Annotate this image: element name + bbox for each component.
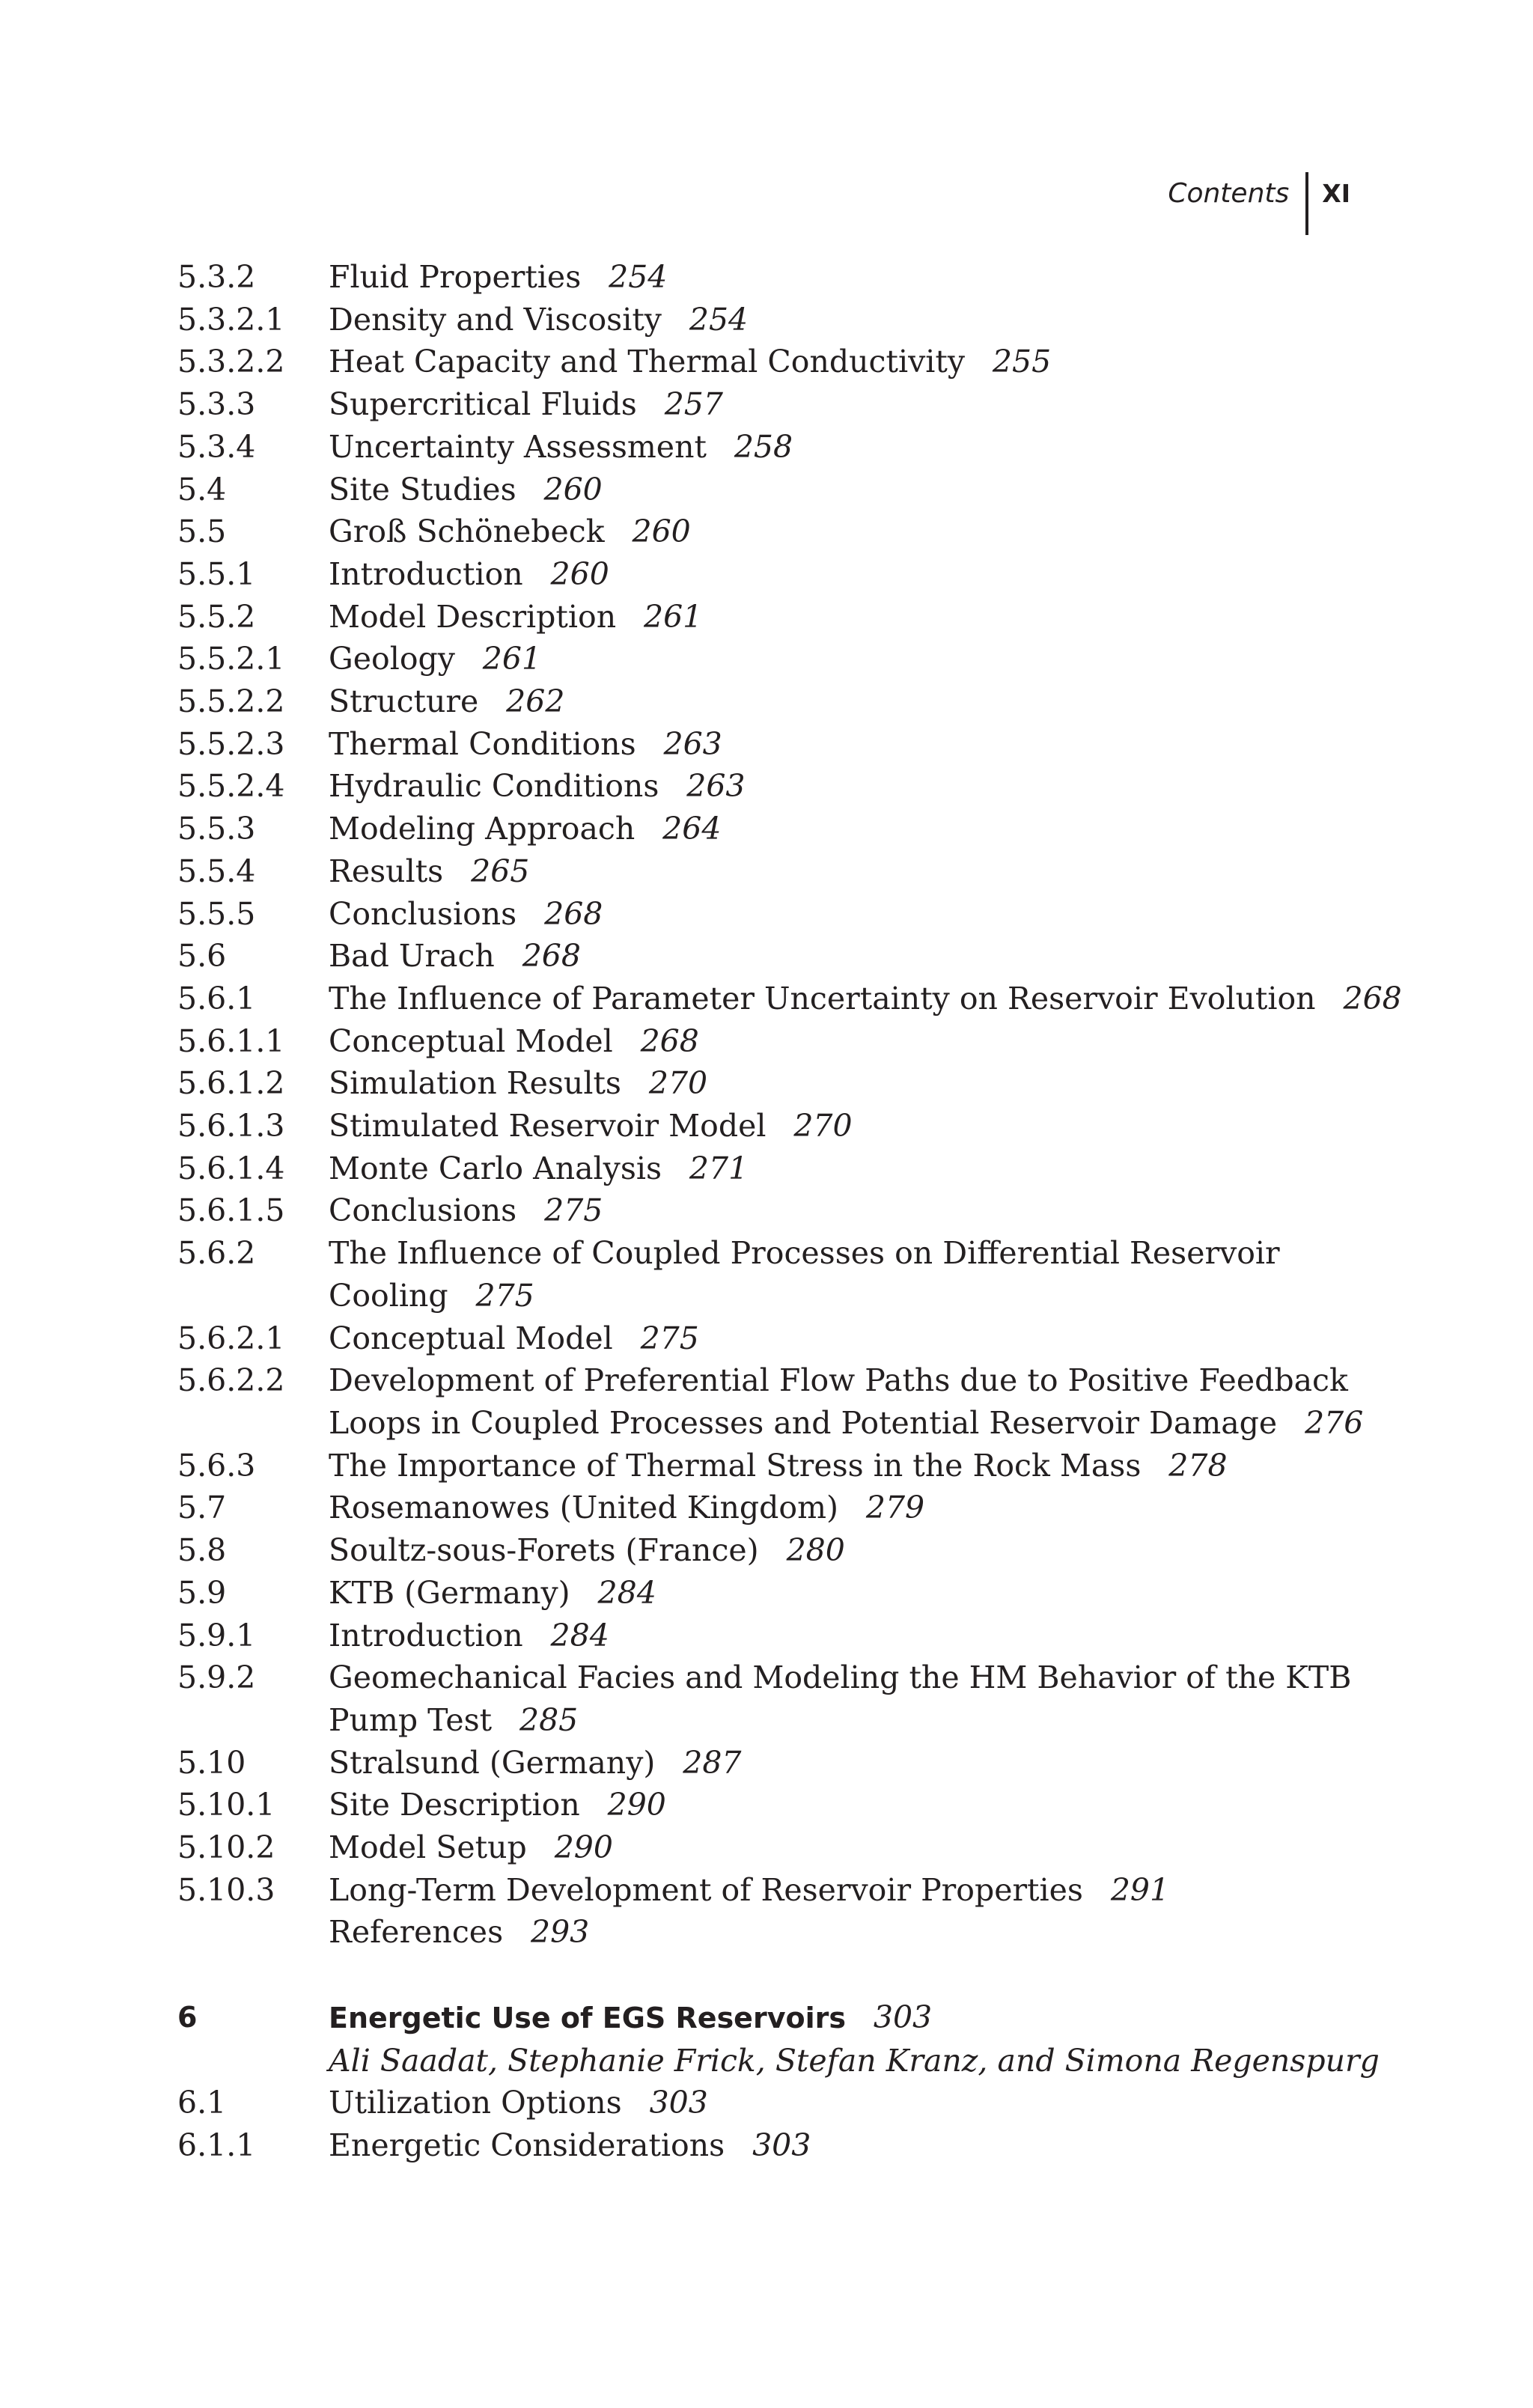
entry-number: 5.6.1.4 (177, 1150, 285, 1186)
entry-line (329, 2124, 1345, 2167)
toc-entry (177, 426, 1345, 469)
entry-title: References (329, 1914, 504, 1951)
entry-title: Pump Test (329, 1701, 493, 1738)
entry-number: 5.6.2.2 (177, 1362, 285, 1399)
entry-page-number: 263 (686, 768, 746, 805)
entry-number: 5.6 (177, 938, 227, 975)
entry-number: 5.3.4 (177, 428, 256, 465)
entry-number: 5.3.2 (177, 259, 256, 295)
entry-title: The Importance of Thermal Stress in the Rock Mass (329, 1447, 1142, 1484)
entry-body (329, 1317, 1345, 1360)
running-head-divider (1305, 172, 1308, 235)
entry-line (329, 1615, 1345, 1657)
entry-title: Long-Term Development of Reservoir Properties (329, 1871, 1083, 1908)
entry-title: Conceptual Model (329, 1022, 613, 1059)
entry-line (329, 1445, 1345, 1487)
entry-body (329, 1487, 1345, 1529)
entry-number: 5.5.2.4 (177, 768, 285, 805)
entry-title: The Influence of Parameter Uncertainty on Reservoir Evolution (329, 980, 1316, 1016)
entry-page-number: 255 (992, 344, 1052, 380)
entry-page-number: 260 (550, 555, 609, 592)
entry-title: Monte Carlo Analysis (329, 1150, 662, 1186)
entry-number: 5.9.1 (177, 1617, 256, 1653)
entry-page-number: 280 (786, 1532, 845, 1569)
entry-title: Density and Viscosity (329, 301, 662, 338)
entry-line (329, 426, 1345, 469)
entry-line (329, 1402, 1363, 1445)
toc-entry (177, 299, 1345, 341)
entry-title: Site Description (329, 1787, 580, 1823)
entry-line (329, 1869, 1345, 1912)
entry-page-number: 268 (640, 1022, 699, 1059)
entry-number: 5.6.1.1 (177, 1022, 285, 1059)
entry-title: Results (329, 853, 444, 889)
entry-number: 5.10.3 (177, 1871, 275, 1908)
entry-title: Conclusions (329, 1192, 517, 1229)
entry-number: 5.6.3 (177, 1447, 256, 1484)
entry-title: Heat Capacity and Thermal Conductivity (329, 344, 966, 380)
entry-page-number: 279 (865, 1490, 925, 1526)
toc-entry (177, 1317, 1345, 1360)
entry-number: 5.5 (177, 513, 227, 550)
entry-line (329, 1826, 1345, 1869)
entry-number: 5.5.4 (177, 853, 256, 889)
entry-title: Cooling (329, 1277, 448, 1314)
entry-page-number: 260 (543, 471, 603, 507)
entry-body (329, 469, 1345, 511)
entry-body (329, 808, 1345, 850)
entry-body (329, 723, 1345, 766)
toc-entry (177, 1911, 1345, 1954)
toc-entry (177, 510, 1345, 553)
entry-body (329, 1062, 1345, 1105)
entry-line (329, 1062, 1345, 1105)
entry-line (329, 850, 1345, 893)
entry-title: Simulation Results (329, 1065, 621, 1102)
entry-number: 5.3.2.2 (177, 344, 285, 380)
entry-number: 6.1 (177, 2085, 227, 2121)
entry-page-number: 290 (554, 1829, 613, 1866)
entry-page-number: 268 (522, 938, 581, 975)
entry-body (329, 1911, 1345, 1954)
entry-line (329, 1020, 1345, 1063)
entry-body (329, 1742, 1345, 1784)
entry-title: Loops in Coupled Processes and Potential Reservoir Damage (329, 1404, 1278, 1441)
entry-line (329, 1359, 1363, 1402)
entry-page-number: 263 (663, 725, 722, 762)
entry-body (329, 1996, 1380, 2082)
page-number: XI (1322, 178, 1350, 208)
entry-line (329, 765, 1345, 808)
entry-title: Stralsund (Germany) (329, 1744, 656, 1781)
entry-title: Modeling Approach (329, 811, 636, 847)
chapter-authors: Ali Saadat, Stephanie Frick, Stefan Kranz, and Simona Regenspurg (329, 2042, 1380, 2079)
entry-line (329, 1487, 1345, 1529)
toc-entry (177, 1105, 1345, 1147)
entry-page-number: 271 (689, 1150, 749, 1186)
entry-title: Development of Preferential Flow Paths due to Positive Feedback (329, 1362, 1348, 1399)
entry-number: 5.4 (177, 471, 227, 507)
entry-page-number: 303 (752, 2127, 811, 2163)
entry-body (329, 596, 1345, 638)
entry-title: Thermal Conditions (329, 725, 636, 762)
toc-entry (177, 1487, 1345, 1529)
entry-page-number: 260 (632, 513, 691, 550)
entry-body (329, 1147, 1345, 1190)
entry-page-number: 276 (1305, 1404, 1364, 1441)
entry-page-number: 284 (550, 1617, 609, 1653)
entry-page-number: 278 (1168, 1447, 1228, 1484)
entry-number: 5.5.1 (177, 555, 256, 592)
entry-line (329, 256, 1345, 299)
toc-entry (177, 469, 1345, 511)
entry-line (329, 1784, 1345, 1826)
entry-page-number: 261 (482, 641, 542, 677)
entry-line (329, 1189, 1345, 1232)
entry-line (329, 1105, 1345, 1147)
entry-title: Energetic Considerations (329, 2127, 725, 2163)
entry-title: Structure (329, 683, 479, 720)
toc-entry (177, 850, 1345, 893)
entry-body (329, 2124, 1345, 2167)
entry-number: 5.10.2 (177, 1829, 275, 1866)
toc-entry (177, 680, 1345, 723)
entry-number: 5.7 (177, 1490, 227, 1526)
entry-body (329, 510, 1345, 553)
entry-line (329, 510, 1345, 553)
entry-title: Stimulated Reservoir Model (329, 1108, 766, 1144)
toc-entry (177, 1529, 1345, 1572)
entry-page-number: 254 (609, 259, 668, 295)
entry-title: Geomechanical Facies and Modeling the HM Behavior of the KTB (329, 1659, 1352, 1696)
entry-body (329, 1445, 1345, 1487)
toc-entry (177, 723, 1345, 766)
entry-body (329, 935, 1345, 978)
entry-body (329, 893, 1345, 936)
entry-line (329, 638, 1345, 680)
toc-entry (177, 765, 1345, 808)
entry-line (329, 1742, 1345, 1784)
entry-body (329, 256, 1345, 299)
entry-page-number: 261 (644, 598, 703, 635)
entry-title: Uncertainty Assessment (329, 428, 707, 465)
toc-entry (177, 596, 1345, 638)
entry-number: 5.9.2 (177, 1659, 256, 1696)
entry-line (329, 1996, 1380, 2040)
toc-entry (177, 341, 1345, 383)
toc-entry (177, 1656, 1352, 1741)
entry-line (329, 1529, 1345, 1572)
entry-body (329, 553, 1345, 596)
toc-entry (177, 1615, 1345, 1657)
entry-page-number: 264 (662, 811, 722, 847)
entry-line (329, 1911, 1345, 1954)
entry-number: 5.5.2 (177, 598, 256, 635)
entry-page-number: 268 (544, 895, 603, 932)
toc-entry (177, 1020, 1345, 1063)
entry-body (329, 1105, 1345, 1147)
entry-line (329, 808, 1345, 850)
entry-title: Groß Schönebeck (329, 513, 605, 550)
entry-page-number: 303 (649, 2085, 708, 2121)
toc-entry (177, 2082, 1345, 2124)
entry-page-number: 275 (475, 1277, 534, 1314)
entry-page-number: 275 (640, 1320, 699, 1356)
entry-line (329, 1656, 1351, 1699)
entry-line (329, 1317, 1345, 1360)
entry-page-number: 287 (683, 1744, 742, 1781)
entry-title: Conclusions (329, 895, 517, 932)
entry-body (329, 1020, 1345, 1063)
entry-number: 5.5.3 (177, 811, 256, 847)
entry-body (329, 1232, 1345, 1317)
entry-number: 5.6.1.3 (177, 1108, 285, 1144)
entry-body (329, 850, 1345, 893)
entry-page-number: 265 (471, 853, 530, 889)
entry-line (329, 341, 1345, 383)
entry-line (329, 596, 1345, 638)
chapter-number: 6 (177, 2000, 198, 2034)
entry-line (329, 299, 1345, 341)
entry-body (329, 1359, 1363, 1444)
entry-number: 5.5.2.3 (177, 725, 285, 762)
entry-title: Fluid Properties (329, 259, 582, 295)
entry-number: 5.6.2.1 (177, 1320, 285, 1356)
table-of-contents (177, 256, 1402, 2167)
entry-page-number: 254 (689, 301, 749, 338)
running-head-section: Contents (1168, 177, 1290, 209)
entry-number: 5.6.2 (177, 1235, 256, 1272)
entry-title: Introduction (329, 1617, 523, 1653)
entry-number: 5.5.5 (177, 895, 256, 932)
entry-body (329, 2082, 1345, 2124)
entry-line (329, 935, 1345, 978)
entry-body (329, 1826, 1345, 1869)
toc-entry (177, 893, 1345, 936)
entry-body (329, 1656, 1351, 1741)
toc-entry (177, 1826, 1345, 1869)
entry-body (329, 765, 1345, 808)
toc-entry (177, 1189, 1345, 1232)
entry-number: 5.10 (177, 1744, 246, 1781)
toc-entry (177, 1445, 1345, 1487)
entry-page-number: 268 (1343, 980, 1402, 1016)
entry-line (329, 1572, 1345, 1615)
toc-entry (177, 1147, 1345, 1190)
toc-entry (177, 978, 1402, 1020)
entry-number: 5.5.2.1 (177, 641, 285, 677)
running-head (1168, 172, 1350, 235)
entry-title: Bad Urach (329, 938, 495, 975)
entry-body (329, 680, 1345, 723)
entry-page-number: 270 (648, 1065, 708, 1102)
chapter-title: Energetic Use of EGS Reservoirs (329, 2001, 846, 2034)
toc-entry (177, 2124, 1345, 2167)
entry-page-number: 285 (519, 1701, 579, 1738)
entry-number: 5.3.3 (177, 386, 256, 423)
entry-title: Model Setup (329, 1829, 527, 1866)
toc-entry (177, 1232, 1345, 1317)
entry-number: 5.6.1.2 (177, 1065, 285, 1102)
entry-line (329, 383, 1345, 426)
entry-body (329, 1529, 1345, 1572)
entry-body (329, 1615, 1345, 1657)
entry-number: 5.6.1.5 (177, 1192, 285, 1229)
entry-number: 5.9 (177, 1574, 227, 1611)
entry-title: Geology (329, 641, 455, 677)
entry-body (329, 1189, 1345, 1232)
entry-body (329, 299, 1345, 341)
entry-number: 5.5.2.2 (177, 683, 285, 720)
entry-line (329, 978, 1402, 1020)
entry-line (329, 553, 1345, 596)
entry-line (329, 469, 1345, 511)
entry-page-number: 303 (873, 1999, 933, 2035)
toc-entry (177, 1062, 1345, 1105)
entry-title: The Influence of Coupled Processes on Differential Reservoir (329, 1235, 1280, 1272)
entry-line (329, 680, 1345, 723)
entry-number: 5.8 (177, 1532, 227, 1569)
entry-title: Supercritical Fluids (329, 386, 637, 423)
entry-number: 6.1.1 (177, 2127, 256, 2163)
entry-number (177, 1911, 329, 1954)
entry-page-number: 258 (734, 428, 793, 465)
toc-entry (177, 808, 1345, 850)
entry-body (329, 383, 1345, 426)
entry-title: Site Studies (329, 471, 516, 507)
entry-title: Hydraulic Conditions (329, 768, 659, 805)
entry-number: 5.6.1 (177, 980, 256, 1016)
entry-line (329, 1232, 1345, 1275)
entry-line (329, 2082, 1345, 2124)
toc-entry (177, 1359, 1364, 1444)
chapter-entry (177, 1996, 1380, 2082)
entry-line (329, 893, 1345, 936)
entry-body (329, 426, 1345, 469)
entry-body (329, 1784, 1345, 1826)
toc-entry (177, 553, 1345, 596)
toc-entry (177, 1742, 1345, 1784)
entry-title: KTB (Germany) (329, 1574, 570, 1611)
entry-page-number: 270 (793, 1108, 853, 1144)
entry-page-number: 290 (607, 1787, 666, 1823)
entry-title: Model Description (329, 598, 617, 635)
entry-body (329, 978, 1402, 1020)
entry-title: Soultz-sous-Forets (France) (329, 1532, 759, 1569)
entry-number: 5.3.2.1 (177, 301, 285, 338)
entry-title: Rosemanowes (United Kingdom) (329, 1490, 838, 1526)
entry-line (329, 723, 1345, 766)
entry-number: 5.10.1 (177, 1787, 275, 1823)
entry-body (329, 1572, 1345, 1615)
entry-body (329, 341, 1345, 383)
entry-page-number: 262 (506, 683, 565, 720)
entry-title: Introduction (329, 555, 523, 592)
entry-body (329, 1869, 1345, 1912)
toc-entry (177, 935, 1345, 978)
entry-body (329, 638, 1345, 680)
entry-page-number: 293 (531, 1914, 590, 1951)
entry-page-number: 291 (1110, 1871, 1170, 1908)
toc-entry (177, 638, 1345, 680)
entry-page-number: 257 (664, 386, 723, 423)
entry-title: Utilization Options (329, 2085, 622, 2121)
toc-entry (177, 383, 1345, 426)
entry-title: Conceptual Model (329, 1320, 613, 1356)
entry-line (329, 1699, 1351, 1742)
toc-entry (177, 1869, 1345, 1912)
toc-entry (177, 256, 1345, 299)
entry-line (329, 1275, 1345, 1317)
entry-page-number: 284 (597, 1574, 656, 1611)
toc-entry (177, 1784, 1345, 1826)
toc-entry (177, 1572, 1345, 1615)
entry-page-number: 275 (544, 1192, 603, 1229)
entry-line (329, 1147, 1345, 1190)
